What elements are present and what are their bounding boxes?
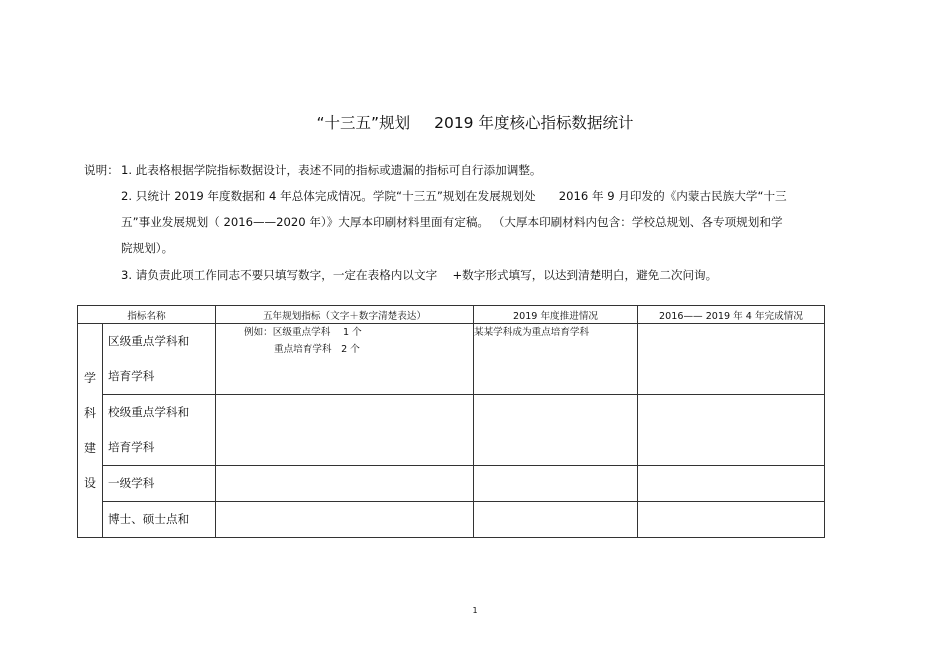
indicator-label-line: 培育学科 [108,369,155,383]
indicator-label-line: 校级重点学科和 [108,405,190,419]
notes-label: 说明： [84,163,119,177]
category-char: 建 [83,440,96,455]
indicator-label-line: 培育学科 [108,440,155,454]
progress-cell[interactable] [474,395,638,466]
header-four-year-completion: 2016—— 2019 年 4 年完成情况 [638,306,825,324]
plan-cell[interactable] [216,324,474,395]
plan-cell[interactable] [216,466,474,502]
header-indicator-name: 指标名称 [78,306,216,324]
title-part-2: 2019 年度核心指标数据统计 [434,114,634,132]
note-line-2c: 院规划）。 [121,241,174,255]
indicator-label-line: 一级学科 [108,476,155,490]
indicator-label-cell [103,324,216,395]
category-char: 学 [83,370,96,385]
progress-cell[interactable]: 某某学科成为重点培育学科 [474,324,638,395]
table-row [78,324,825,395]
note-line-3: 3. 请负责此项工作同志不要只填写数字，一定在表格内以文字 +数字形式填写，以达到清楚明白，避免二次问询。 [121,268,718,282]
table-row [78,466,825,502]
plan-example-line: 例如：区级重点学科 1 个 [244,327,362,338]
document-title [0,111,950,133]
completion-cell[interactable] [638,466,825,502]
indicator-label-cell [103,466,216,502]
indicator-label-cell [103,395,216,466]
header-2019-progress: 2019 年度推进情况 [474,306,638,324]
indicator-table [77,305,825,538]
note-line-2a: 2. 只统计 2019 年度数据和 4 年总体完成情况。学院“十三五”规划在发展规划处 2016 年 9 月印发的《内蒙古民族大学“十三 [121,189,787,203]
note-line-2b: 五”事业发展规划（ 2016——2020 年）》大厚本印刷材料里面有定稿。 （大厚本印刷材料内包含：学校总规划、各专项规划和学 [121,215,783,229]
category-char: 设 [83,475,96,490]
completion-cell[interactable] [638,502,825,538]
category-cell [78,324,103,538]
plan-cell[interactable] [216,395,474,466]
indicator-label-line: 博士、硕士点和 [108,512,190,526]
plan-example-line: 重点培育学科 2 个 [274,344,360,355]
progress-cell[interactable] [474,502,638,538]
category-char: 科 [83,405,96,420]
completion-cell[interactable] [638,395,825,466]
header-five-year-plan: 五年规划指标（文字＋数字清楚表达） [216,306,474,324]
indicator-label-line: 区级重点学科和 [108,334,190,348]
progress-cell[interactable] [474,466,638,502]
page-number: 1 [472,606,478,615]
table-row [78,502,825,538]
indicator-label-cell [103,502,216,538]
title-part-1: “十三五”规划 [316,114,411,132]
completion-cell[interactable] [638,324,825,395]
note-line-1: 1. 此表格根据学院指标数据设计，表述不同的指标或遗漏的指标可自行添加调整。 [121,163,542,177]
plan-cell[interactable] [216,502,474,538]
table-header-row [78,306,825,324]
table-row [78,395,825,466]
